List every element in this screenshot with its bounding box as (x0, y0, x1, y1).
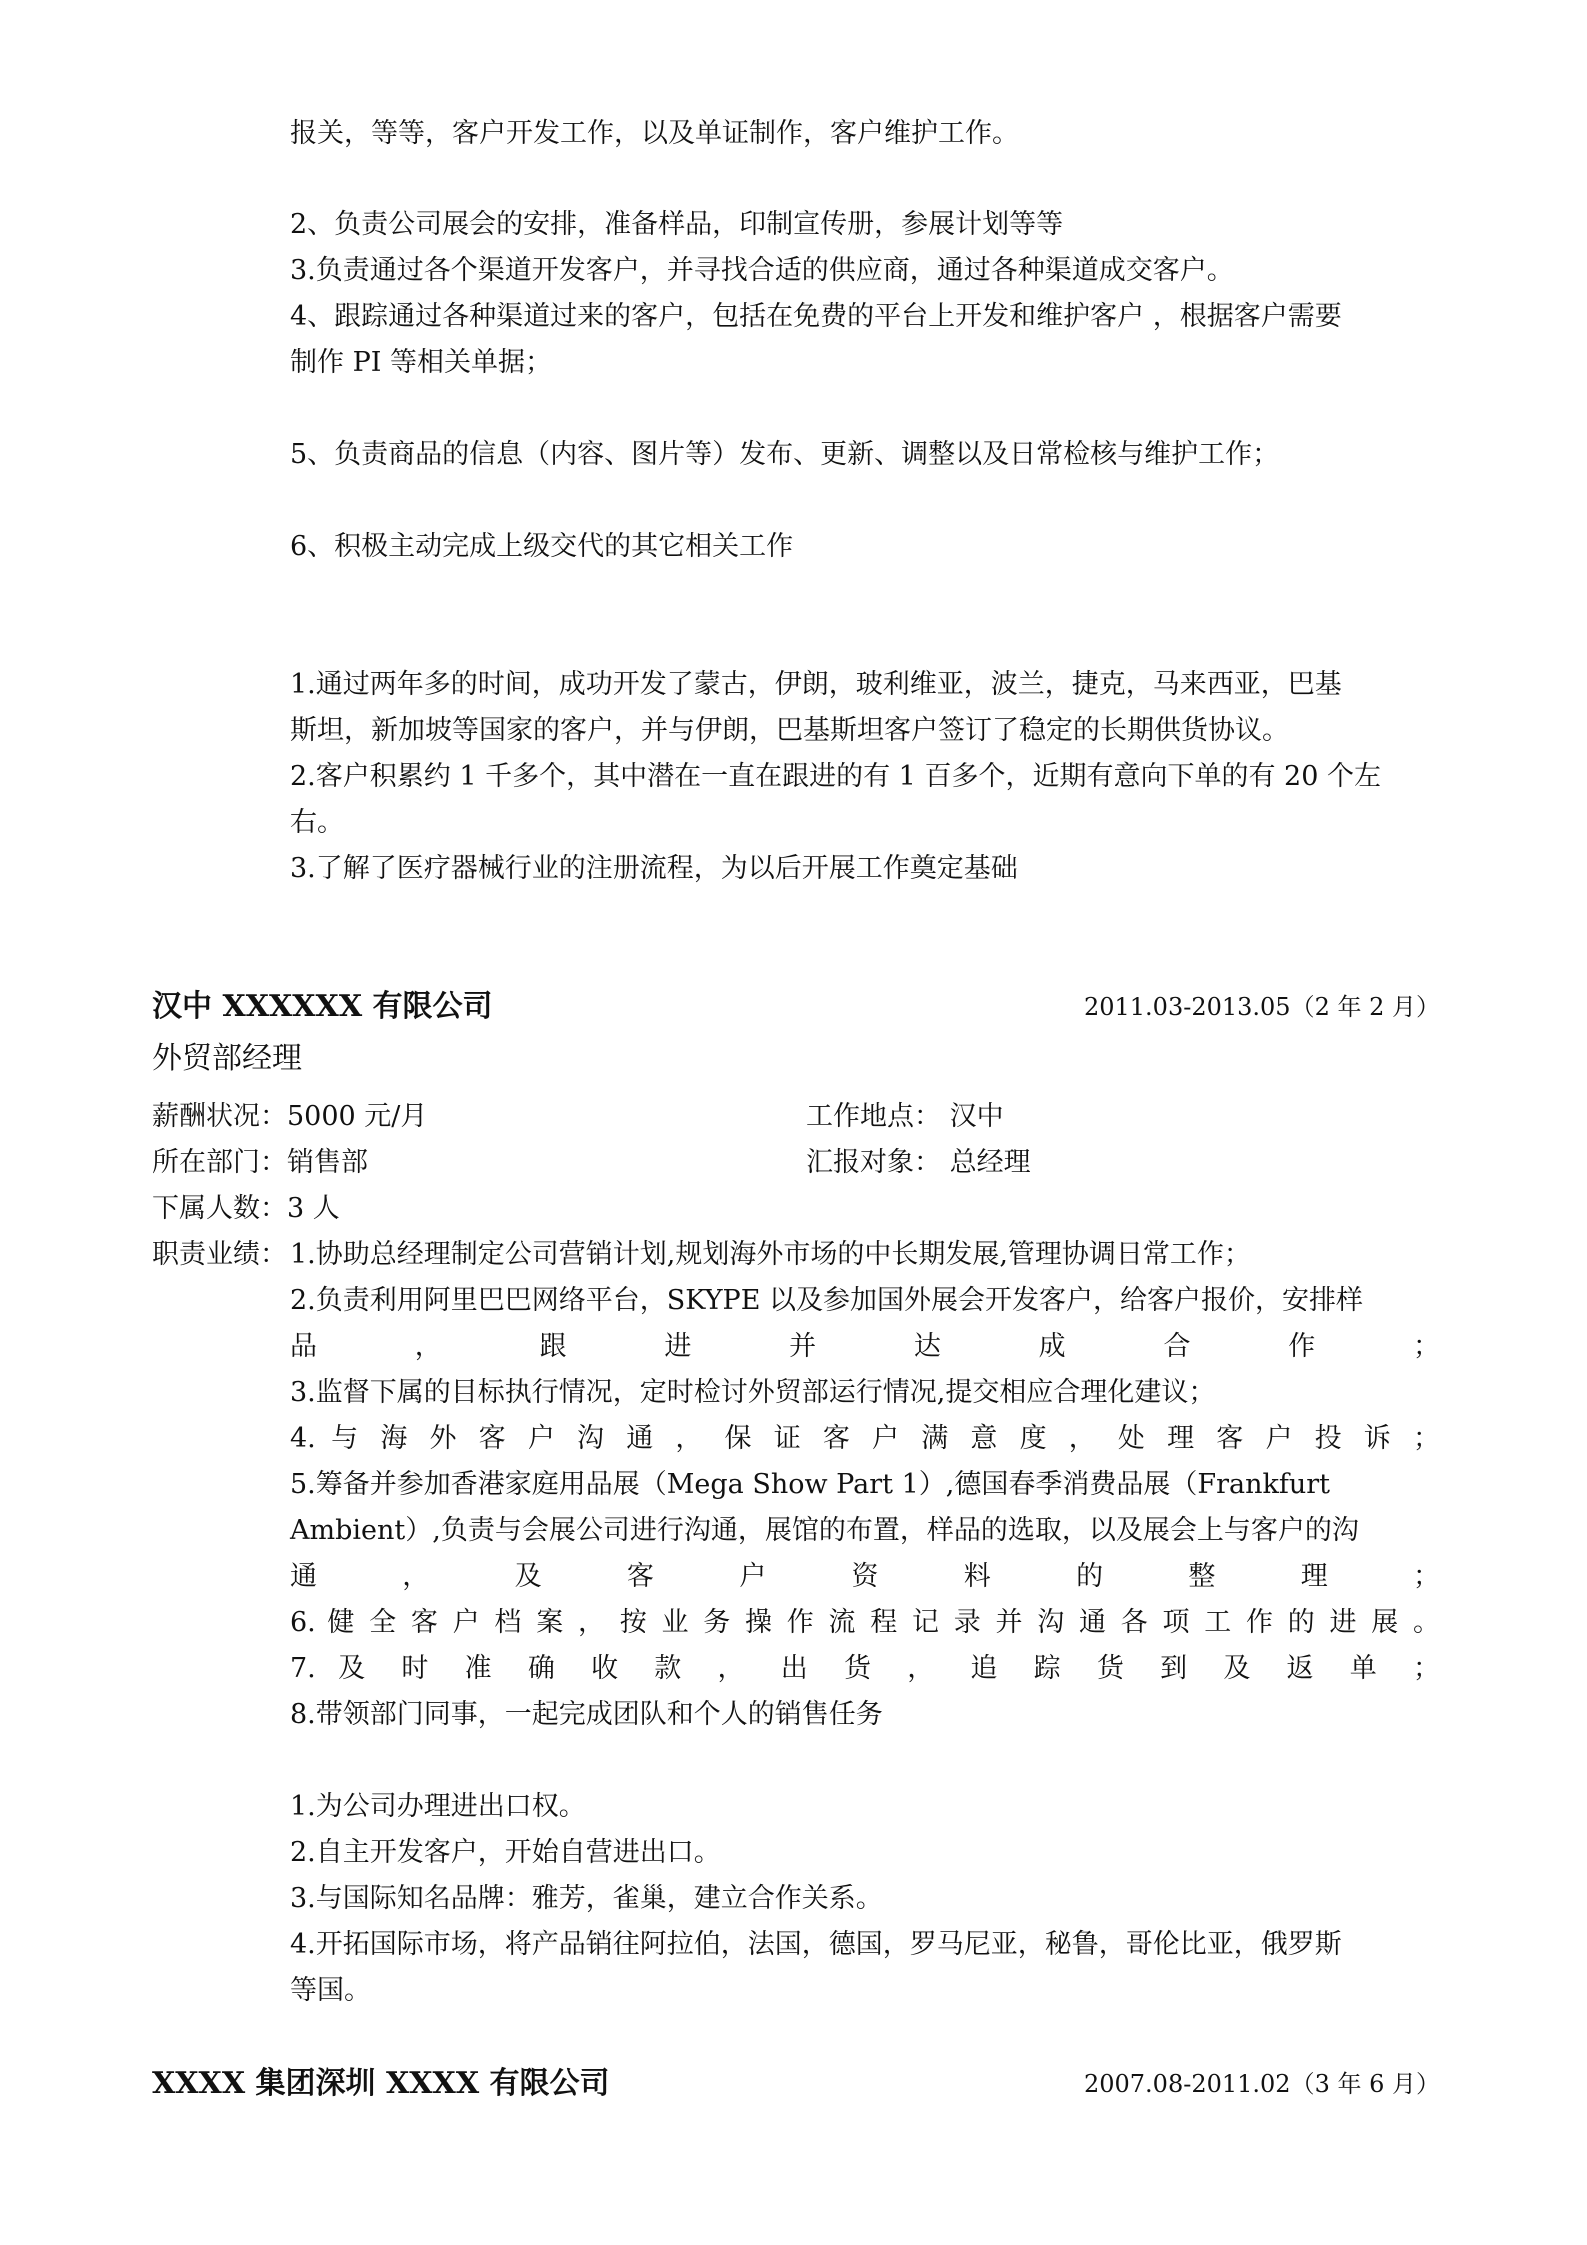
job2-achievement-line-2: 2.自主开发客户，开始自营进出口。 (290, 1837, 721, 1868)
achievement-line-1: 1.通过两年多的时间，成功开发了蒙古，伊朗，玻利维亚，波兰，捷克，马来西亚，巴基 (290, 669, 1342, 700)
department-label: 所在部门： (152, 1147, 287, 1178)
job2-duty-line-2: 2.负责利用阿里巴巴网络平台，SKYPE 以及参加国外展会开发客户，给客户报价，安排样 (290, 1285, 1363, 1316)
location-value: 汉中 (949, 1101, 1004, 1132)
job2-duty-line-4: 3.监督下属的目标执行情况，定时检讨外贸部运行情况,提交相应合理化建议； (290, 1377, 1216, 1408)
salary-field (152, 1100, 427, 1134)
employment-period: 2011.03-2013.05（2 年 2 月） (1083, 993, 1440, 1021)
responsibilities-label: 职责业绩： (152, 1239, 287, 1270)
job2-duty-line-1: 1.协助总经理制定公司营销计划,规划海外市场的中长期发展,管理协调日常工作； (290, 1239, 1251, 1270)
salary-label: 薪酬状况： (152, 1101, 287, 1132)
job2-duty-line-8: 通 ， 及 客 户 资 料 的 整 理 ； (290, 1561, 1440, 1592)
job2-duty-line-3: 品 ， 跟 进 并 达 成 合 作 ； (290, 1331, 1440, 1362)
job-title: 外贸部经理 (152, 1041, 302, 1076)
subordinates-field (152, 1192, 340, 1226)
achievement-line-4: 右。 (290, 807, 344, 838)
job2-achievement-line-3: 3.与国际知名品牌：雅芳，雀巢，建立合作关系。 (290, 1883, 883, 1914)
job2-achievement-line-4: 4.开拓国际市场，将产品销往阿拉伯，法国，德国，罗马尼亚，秘鲁，哥伦比亚，俄罗斯 (290, 1929, 1342, 1960)
achievement-line-5: 3.了解了医疗器械行业的注册流程，为以后开展工作奠定基础 (290, 853, 1018, 884)
duty-line-7: 6、积极主动完成上级交代的其它相关工作 (290, 531, 794, 562)
job2-duty-line-10: 7. 及 时 准 确 收 款 ， 出 货 ， 追 踪 货 到 及 返 单 ； (290, 1653, 1440, 1684)
location-label: 工作地点： (806, 1101, 941, 1132)
job2-achievement-line-1: 1.为公司办理进出口权。 (290, 1791, 586, 1822)
report-to-value: 总经理 (949, 1147, 1031, 1178)
subordinates-value: 3 人 (287, 1193, 340, 1224)
job2-achievement-line-5: 等国。 (290, 1975, 371, 2006)
achievement-line-3: 2.客户积累约 1 千多个，其中潜在一直在跟进的有 1 百多个，近期有意向下单的有 20 个左 (290, 761, 1381, 792)
department-field (152, 1146, 368, 1180)
company-name: 汉中 XXXXXX 有限公司 (152, 989, 493, 1024)
report-to-label: 汇报对象： (806, 1147, 941, 1178)
duty-line-6: 5、负责商品的信息（内容、图片等）发布、更新、调整以及日常检核与维护工作； (290, 439, 1280, 470)
job2-duty-line-6: 5.筹备并参加香港家庭用品展（Mega Show Part 1）,德国春季消费品展（Frankfurt (290, 1469, 1330, 1500)
employment-period-2: 2007.08-2011.02（3 年 6 月） (1083, 2070, 1440, 2098)
duty-line-2: 2、负责公司展会的安排，准备样品，印制宣传册，参展计划等等 (290, 209, 1064, 240)
subordinates-label: 下属人数： (152, 1193, 287, 1224)
job2-duty-line-9: 6. 健 全 客 户 档 案 ， 按 业 务 操 作 流 程 记 录 并 沟 通 各 项 工 作 的 进 展 。 (290, 1607, 1440, 1638)
job2-duty-line-11: 8.带领部门同事，一起完成团队和个人的销售任务 (290, 1699, 883, 1730)
department-value: 销售部 (287, 1147, 368, 1178)
location-field (806, 1100, 1004, 1134)
achievement-line-2: 斯坦，新加坡等国家的客户，并与伊朗，巴基斯坦客户签订了稳定的长期供货协议。 (290, 715, 1289, 746)
report-to-field (806, 1146, 1031, 1180)
duty-line-5: 制作 PI 等相关单据； (290, 347, 552, 378)
job2-duty-line-7: Ambient）,负责与会展公司进行沟通，展馆的布置，样品的选取，以及展会上与客户的沟 (290, 1515, 1359, 1546)
job2-duty-line-5: 4. 与 海 外 客 户 沟 通 ， 保 证 客 户 满 意 度 ， 处 理 客 户 投 诉 ； (290, 1423, 1440, 1454)
duty-line-1: 报关，等等，客户开发工作，以及单证制作，客户维护工作。 (290, 118, 1019, 149)
duty-line-4: 4、跟踪通过各种渠道过来的客户，包括在免费的平台上开发和维护客户 ，根据客户需要 (290, 301, 1342, 332)
salary-value: 5000 元/月 (287, 1101, 428, 1132)
company-name-2: XXXX 集团深圳 XXXX 有限公司 (152, 2066, 610, 2101)
duty-line-3: 3.负责通过各个渠道开发客户，并寻找合适的供应商，通过各种渠道成交客户。 (290, 255, 1234, 286)
